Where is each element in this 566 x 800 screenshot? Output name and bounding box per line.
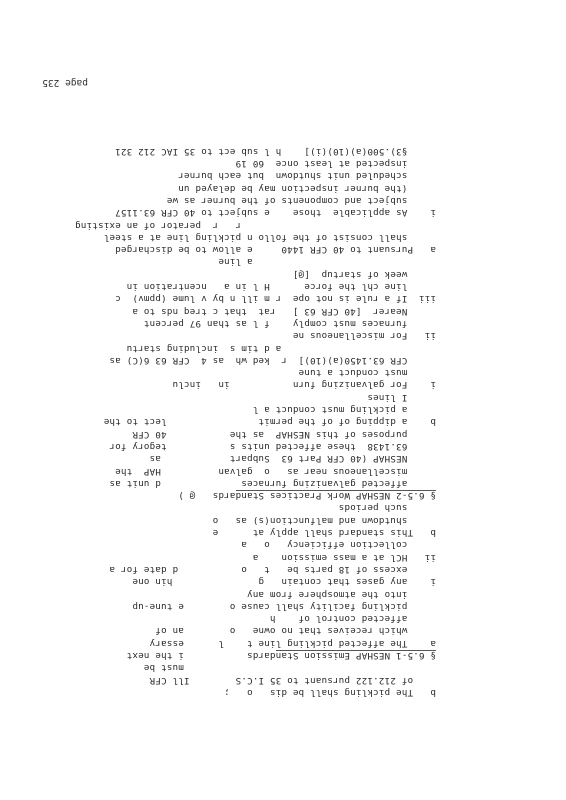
document-line: Nearer [40 CFR 63 ] rat that c treq nds to a bbox=[132, 305, 436, 317]
document-line: furnaces must comply f l as than 97 percent bbox=[143, 318, 436, 329]
document-line: I lines bbox=[367, 391, 436, 403]
document-line: b a dipping of of the permit lect to the bbox=[103, 416, 436, 428]
document-line: § 6.5-2 NESHAP Work Practices Standards @ ) bbox=[178, 490, 436, 502]
document-line: affected galvanizing furnaces d unit as bbox=[109, 477, 436, 489]
document-line: §3).500(a)(10)(i)] h l sub ect to 35 IAC 212 321 bbox=[115, 145, 436, 157]
document-line: a d tim s including startu bbox=[126, 342, 436, 354]
document-line: which receives that no owne o an of bbox=[155, 625, 436, 637]
document-line: pickling facility shall cause o e tune-up bbox=[132, 600, 436, 612]
document-line: shutdown and malfunction(s) as o bbox=[212, 514, 436, 526]
document-line: (the burner inspection may be delayed un bbox=[178, 182, 436, 194]
document-line: collection efficiency o a bbox=[241, 539, 436, 551]
document-line: purposes of this NESHAP as the 40 CFR bbox=[132, 428, 436, 440]
document-line: shall consist of the follo n pickling line at a steel bbox=[103, 231, 436, 243]
document-line: must be bbox=[143, 662, 436, 674]
document-line: r r perator of an existing bbox=[74, 219, 436, 231]
document-line: inspected at least once 60 19 bbox=[235, 158, 436, 170]
document-line: miscellaneous near as o galvan HAP the bbox=[115, 465, 436, 477]
page-header: page 235 bbox=[42, 77, 88, 88]
document-line: i any gases that contain g hin one bbox=[132, 576, 436, 588]
document-line: must conduct a tune bbox=[298, 367, 436, 379]
document-line: of 212.122 pursuant to 35 I.C.S Ill CFR bbox=[149, 674, 436, 686]
document-line: subject and components of the burner as we bbox=[166, 195, 436, 206]
document-line: iii If a rule is not ope r m ill n by v lume (ppmv) c bbox=[115, 293, 436, 305]
document-line: a line bbox=[218, 256, 436, 268]
document-line: b This standard shall apply at e bbox=[212, 527, 436, 539]
document-line: a Pursuant to 40 CFR 1440 e allow to be discharged bbox=[115, 244, 436, 256]
document-line: a pickling must conduct a l bbox=[252, 404, 436, 416]
document-line: CFR 63.1450(a)(10)] r ked wh as 4 CFR 63 6(C) as bbox=[109, 354, 436, 366]
document-line: NESHAP (40 CFR Part 63 Subpart as bbox=[149, 453, 436, 465]
document-line: such periods bbox=[338, 502, 436, 514]
document-line: i For galvanizing furn in inclu bbox=[172, 379, 436, 391]
document-line: line chl the force H l in a ncentration in bbox=[126, 281, 436, 293]
document-line: into the atmosphere from any bbox=[246, 588, 436, 600]
document-line: § 6.5-1 NESHAP Emission Standards i the next bbox=[126, 650, 436, 662]
document-line: i As applicable those e subject to 40 CFR 63.1157 bbox=[115, 207, 436, 219]
document-line: affected control of h bbox=[269, 613, 436, 625]
document-line: b The pickling shall be dis o ; bbox=[223, 687, 436, 698]
document-line: week of startup [@] bbox=[292, 268, 436, 280]
document-line: excess of 18 parts be t o d date for a bbox=[109, 564, 436, 575]
document-line: ii For miscellaneous ne bbox=[292, 330, 436, 342]
document-line: 63.1438 these affected units s tegory for bbox=[109, 441, 436, 452]
document-line: ii HCl at a mass emission a bbox=[252, 551, 436, 563]
document-line: scheduled unit shutdown but each burner bbox=[178, 170, 436, 182]
document-line: a The affected pickling line t l essary bbox=[149, 637, 436, 649]
